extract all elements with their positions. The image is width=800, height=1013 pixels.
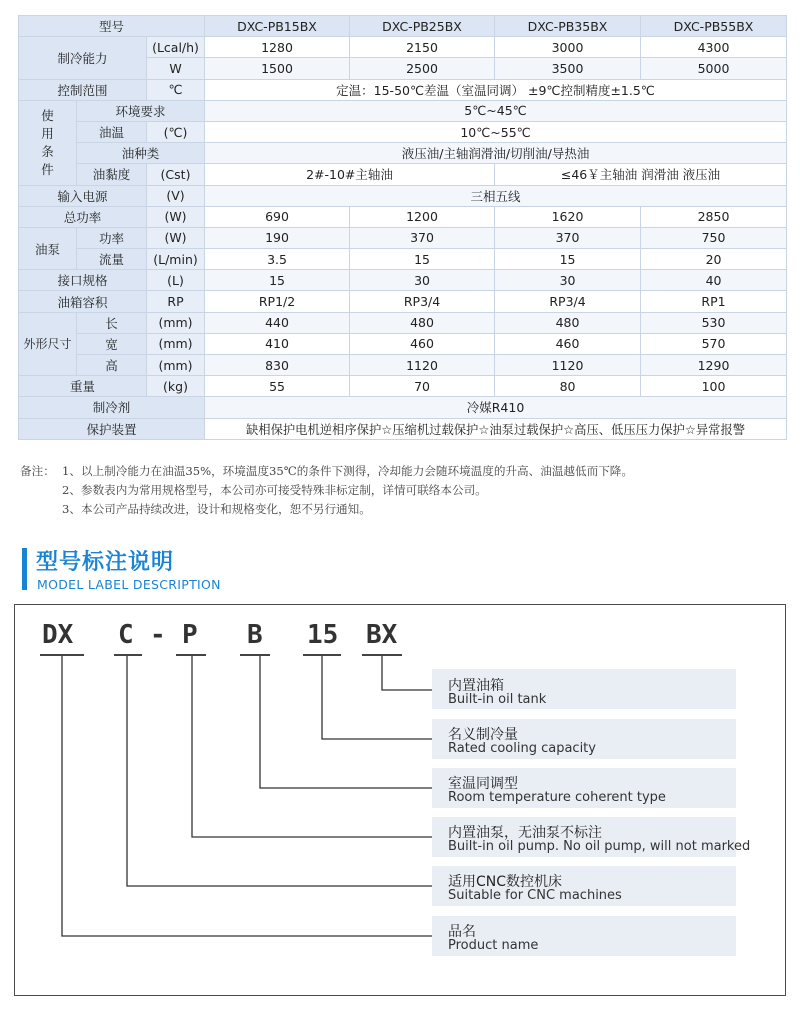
label-weight: 重量 [19,376,147,397]
model-1: DXC-PB15BX [205,16,350,37]
cell: 1620 [495,206,641,227]
cell: 55 [205,376,350,397]
label-viscosity: 油黏度 [77,164,147,185]
connector-p [192,656,432,837]
cell: 460 [350,333,495,354]
note-3: 3、本公司产品持续改进，设计和规格变化，恕不另行通知。 [62,502,371,516]
cell: 410 [205,333,350,354]
desc-cn-1: 内置油箱 [448,678,504,694]
desc-cn-4: 内置油泵，无油泵不标注 [448,825,602,841]
code-15: 15 [307,620,339,650]
notes-prefix: 备注： [20,464,55,478]
connector-dx [62,656,432,936]
label-pump: 油泵 [19,227,77,269]
unit-oil-temp: (℃) [147,121,205,142]
unit-tank: RP [147,291,205,312]
cell: 3.5 [205,249,350,270]
cell: 370 [350,227,495,248]
unit-pump-power: (W) [147,227,205,248]
cell: 70 [350,376,495,397]
cell: 15 [350,249,495,270]
unit-width: (mm) [147,333,205,354]
label-pump-flow: 流量 [77,249,147,270]
connector-bx [382,656,432,690]
cell: 4300 [641,37,787,58]
label-oil-temp: 油温 [77,121,147,142]
label-cooling: 制冷能力 [19,37,147,79]
cell: 1120 [350,355,495,376]
unit-pump-flow: (L/min) [147,249,205,270]
label-pump-power: 功率 [77,227,147,248]
desc-en-5: Suitable for CNC machines [448,888,622,903]
label-dims: 外形尺寸 [19,312,77,376]
model-3: DXC-PB35BX [495,16,641,37]
desc-cn-2: 名义制冷量 [448,727,518,743]
section-title: 型号标注说明 [36,550,175,575]
cell: 190 [205,227,350,248]
cell: 30 [350,270,495,291]
cell: 80 [495,376,641,397]
unit-viscosity: (Cst) [147,164,205,185]
unit-total-power: (W) [147,206,205,227]
unit-power-input: (V) [147,185,205,206]
model-2: DXC-PB25BX [350,16,495,37]
desc-cn-6: 品名 [448,924,476,940]
unit-length: (mm) [147,312,205,333]
cell: 40 [641,270,787,291]
cell: 30 [495,270,641,291]
label-port: 接口规格 [19,270,147,291]
cell: 480 [495,312,641,333]
cell: 530 [641,312,787,333]
control-value: 定温：15-50℃差温（室温同调） ±9℃控制精度±1.5℃ [205,79,787,100]
label-oil-type: 油种类 [77,143,205,164]
label-protection: 保护装置 [19,418,205,439]
code-p: P [182,620,198,650]
oil-type-value: 液压油/主轴润滑油/切削油/导热油 [205,143,787,164]
unit-port: (L) [147,270,205,291]
cell: 1200 [350,206,495,227]
viscosity-right: ≤46￥主轴油 润滑油 液压油 [495,164,787,185]
cell: 15 [495,249,641,270]
viscosity-left: 2#-10#主轴油 [205,164,495,185]
env-value: 5℃~45℃ [205,100,787,121]
cell: 2150 [350,37,495,58]
cell: RP3/4 [350,291,495,312]
model-4: DXC-PB55BX [641,16,787,37]
cell: 690 [205,206,350,227]
unit-control: ℃ [147,79,205,100]
connector-b [260,656,432,788]
cell: 20 [641,249,787,270]
label-total-power: 总功率 [19,206,147,227]
code-b: B [247,620,263,650]
note-2: 2、参数表内为常用规格型号，本公司亦可接受特殊非标定制，详情可联络本公司。 [62,483,487,497]
desc-en-1: Built-in oil tank [448,692,547,707]
cell: RP3/4 [495,291,641,312]
code-dash: - [150,620,166,650]
cell: RP1/2 [205,291,350,312]
unit-height: (mm) [147,355,205,376]
cell: 830 [205,355,350,376]
cell: 15 [205,270,350,291]
cell: 1290 [641,355,787,376]
cell: 1120 [495,355,641,376]
cell: RP1 [641,291,787,312]
unit-weight: (kg) [147,376,205,397]
label-refrigerant: 制冷剂 [19,397,205,418]
desc-en-6: Product name [448,938,539,953]
protection-value: 缺相保护电机逆相序保护☆压缩机过载保护☆油泵过载保护☆高压、低压压力保护☆异常报警 [205,418,787,439]
cell: 370 [495,227,641,248]
cell: 100 [641,376,787,397]
cell: 3000 [495,37,641,58]
cell: 3500 [495,58,641,79]
cell: 480 [350,312,495,333]
cell: 2500 [350,58,495,79]
code-bx: BX [366,620,398,650]
cell: 1500 [205,58,350,79]
desc-en-3: Room temperature coherent type [448,790,666,805]
cell: 750 [641,227,787,248]
code-dx: DX [42,620,74,650]
note-1: 1、以上制冷能力在油温35%，环境温度35℃的条件下测得，冷却能力会随环境温度的升高、油温越低而下降。 [62,464,633,478]
unit-w: W [147,58,205,79]
section-subtitle: MODEL LABEL DESCRIPTION [37,577,221,592]
unit-kcal: (Lcal/h) [147,37,205,58]
label-env: 环境要求 [77,100,205,121]
label-length: 长 [77,312,147,333]
cell: 5000 [641,58,787,79]
desc-en-2: Rated cooling capacity [448,741,596,756]
oil-temp-value: 10℃~55℃ [205,121,787,142]
usage-label: 使用条件 [41,107,54,177]
cell: 440 [205,312,350,333]
power-input-value: 三相五线 [205,185,787,206]
label-width: 宽 [77,333,147,354]
cell: 460 [495,333,641,354]
refrigerant-value: 冷媒R410 [205,397,787,418]
connector-15 [322,656,432,739]
cell: 1280 [205,37,350,58]
label-control: 控制范围 [19,79,147,100]
desc-en-4: Built-in oil pump. No oil pump, will not marked [448,839,751,854]
desc-cn-3: 室温同调型 [448,776,518,792]
cell: 570 [641,333,787,354]
code-c: C [118,620,134,650]
label-height: 高 [77,355,147,376]
cell: 2850 [641,206,787,227]
desc-cn-5: 适用CNC数控机床 [448,874,563,890]
label-tank: 油箱容积 [19,291,147,312]
label-power-input: 输入电源 [19,185,147,206]
label-model: 型号 [19,16,205,37]
